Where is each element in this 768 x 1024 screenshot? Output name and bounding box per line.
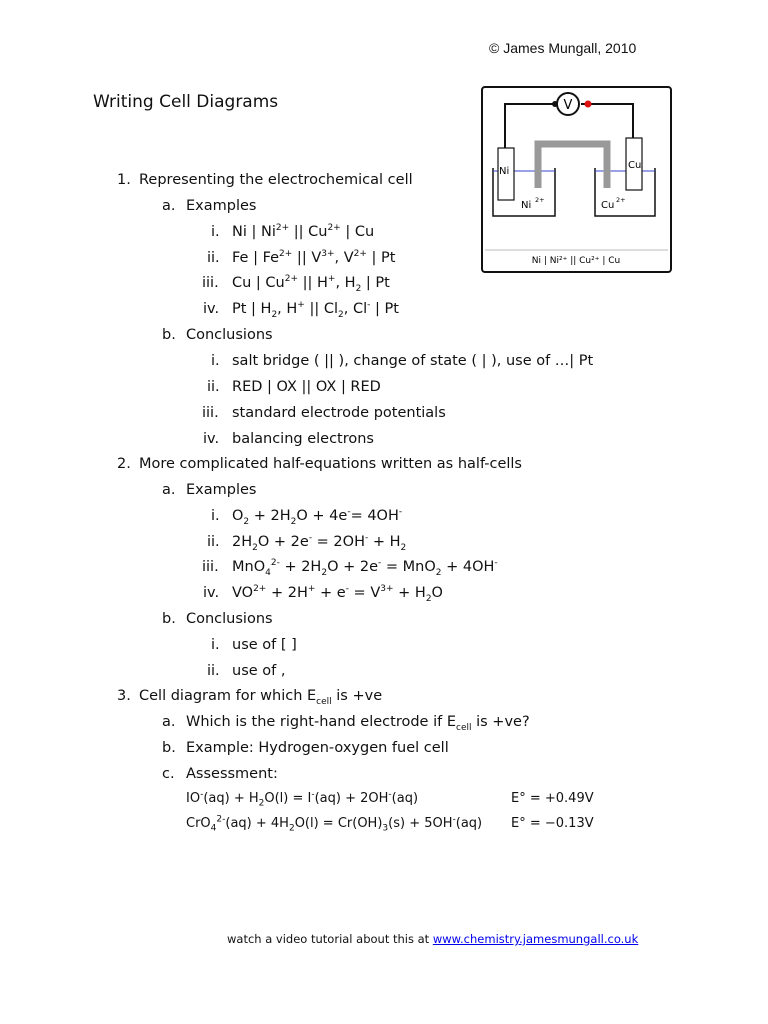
s2-conclusion-i-num: i.	[211, 637, 220, 653]
section-1-number: 1.	[117, 172, 131, 188]
s1-example-ii: Fe | $Fe^{2+}$ || $V^{3+}$, $V^{2+}$ | Pt	[232, 249, 396, 266]
s1-conclusion-i: salt bridge ( || ), change of state ( | ), use of …| Pt	[232, 353, 594, 369]
section-1-title: Representing the electrochemical cell	[139, 172, 413, 188]
s1-conclusion-iv: balancing electrons	[232, 431, 374, 447]
footer	[227, 932, 638, 946]
voltmeter-label: V	[563, 98, 573, 113]
section-1a-label: Examples	[186, 198, 257, 214]
assessment-potential-1: E° = +0.49V	[511, 791, 594, 806]
section-3-title: Cell diagram for which $E_{cell}$ is +ve	[139, 688, 383, 707]
section-3c-number: c.	[162, 766, 175, 782]
section-3c-label: Assessment:	[186, 766, 278, 782]
section-1b-label: Conclusions	[186, 327, 273, 343]
s1-conclusion-ii: RED | OX || OX | RED	[232, 379, 381, 395]
s1-example-i-num: i.	[211, 224, 220, 240]
voltmeter-positive-terminal	[585, 101, 592, 108]
figure-caption: Ni | Ni²⁺ || Cu²⁺ | Cu	[531, 256, 621, 266]
s1-example-ii-num: ii.	[207, 250, 220, 266]
electrochemical-cell-figure	[481, 86, 672, 273]
s1-example-iv-num: iv.	[203, 301, 220, 317]
right-wire	[581, 104, 633, 138]
assessment-potential-2: E° = −0.13V	[511, 816, 594, 831]
s2-example-iv: $VO^{2+} + 2H^+ + e^- = V^{3+} + H_2O$	[232, 584, 443, 604]
voltmeter-negative-terminal	[552, 101, 558, 107]
copyright-notice: © James Mungall, 2010	[489, 40, 637, 56]
s1-conclusion-i-num: i.	[211, 353, 220, 369]
footer-prefix: watch a video tutorial about this at	[227, 932, 433, 946]
nickel-ion-label: Ni	[521, 200, 532, 211]
s2-example-ii-num: ii.	[207, 534, 220, 550]
s2-example-iv-num: iv.	[203, 585, 220, 601]
assessment-equation-1: $IO^-(aq) + H_2O(l) = I^-(aq) + 2OH^-(aq)$	[186, 789, 419, 809]
s2-example-iii-num: iii.	[202, 559, 219, 575]
section-2-number: 2.	[117, 456, 131, 472]
s2-example-i: $O_2 + 2H_2O + 4e^-= 4OH^-$	[232, 507, 403, 527]
nickel-ion-charge: 2+	[535, 196, 545, 204]
s1-conclusion-iii: standard electrode potentials	[232, 405, 446, 421]
section-3a-number: a.	[162, 714, 176, 730]
assessment-equation-2: $CrO_4^{2-}(aq) + 4H_2O(l) = Cr(OH)_3(s) + 5OH^-(aq)$	[186, 814, 483, 834]
copper-electrode-label: Cu	[628, 160, 642, 171]
s1-conclusion-iv-num: iv.	[203, 431, 220, 447]
s2-example-ii: $2H_2O + 2e^- = 2OH^- + H_2$	[232, 533, 407, 553]
section-2a-label: Examples	[186, 482, 257, 498]
s1-conclusion-ii-num: ii.	[207, 379, 220, 395]
section-2b-number: b.	[162, 611, 176, 627]
s2-conclusion-i: use of [ ]	[232, 637, 297, 653]
section-3-number: 3.	[117, 688, 131, 704]
copper-ion-charge: 2+	[616, 196, 626, 204]
section-3b-label: Example: Hydrogen-oxygen fuel cell	[186, 740, 449, 756]
s2-example-iii: $MnO_4^{2-} + 2H_2O + 2e^- = MnO_2 + 4OH^-$	[232, 558, 498, 578]
s2-conclusion-ii: use of ,	[232, 663, 286, 679]
s1-example-iv: Pt | $H_2$, H+ || $Cl_2$, Cl- | Pt	[232, 300, 399, 320]
s1-conclusion-iii-num: iii.	[202, 405, 219, 421]
section-3a-label: Which is the right-hand electrode if $E_{cell}$ is +ve?	[186, 714, 530, 733]
s1-example-iii: Cu | $Cu^{2+}$ || H+, $H_2$ | Pt	[232, 274, 390, 294]
section-3b-number: b.	[162, 740, 176, 756]
salt-bridge	[538, 144, 607, 188]
s1-example-i: Ni | $Ni^{2+}$ || $Cu^{2+}$ | Cu	[232, 223, 375, 240]
copper-ion-label: Cu	[601, 200, 615, 211]
page-title: Writing Cell Diagrams	[93, 92, 279, 112]
section-2-title: More complicated half-equations written as half-cells	[139, 456, 522, 472]
section-2b-label: Conclusions	[186, 611, 273, 627]
tutorial-link[interactable]: www.chemistry.jamesmungall.co.uk	[432, 932, 639, 946]
section-1b-number: b.	[162, 327, 176, 343]
section-2a-number: a.	[162, 482, 176, 498]
s2-example-i-num: i.	[211, 508, 220, 524]
s2-conclusion-ii-num: ii.	[207, 663, 220, 679]
nickel-electrode-label: Ni	[499, 166, 510, 177]
section-1a-number: a.	[162, 198, 176, 214]
s1-example-iii-num: iii.	[202, 275, 219, 291]
